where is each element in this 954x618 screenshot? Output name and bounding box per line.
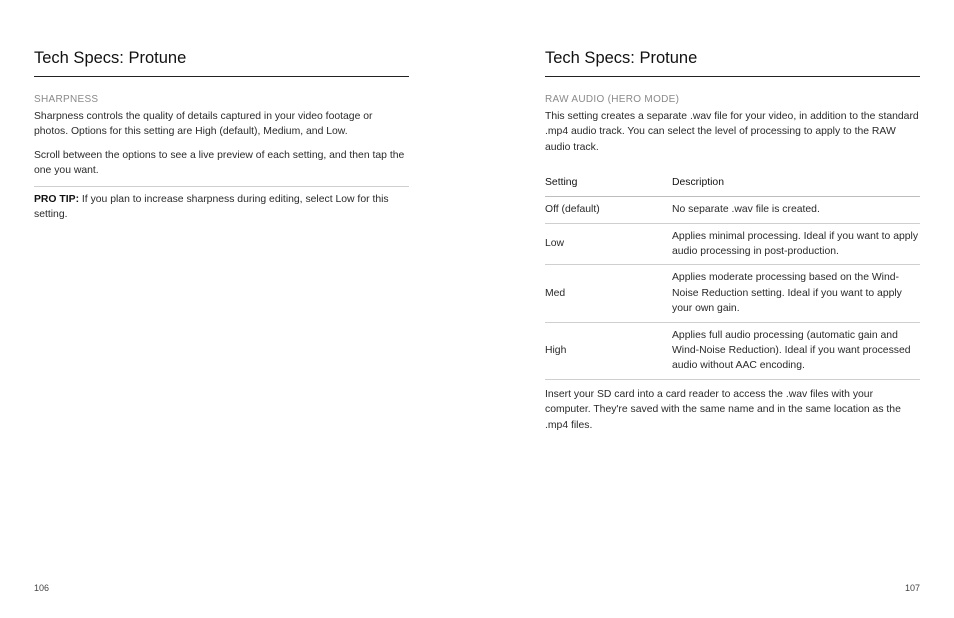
setting-cell: Low — [545, 223, 672, 265]
right-page — [545, 0, 920, 618]
left-page-content — [34, 93, 409, 222]
sharpness-paragraph-2: Scroll between the options to see a live preview of each setting, and then tap the one you want. — [34, 149, 405, 177]
pro-tip-text: If you plan to increase sharpness during editing, select Low for this setting. — [34, 193, 389, 221]
raw-audio-settings-table — [545, 172, 920, 380]
pro-tip-label: PRO TIP: — [34, 193, 80, 205]
description-cell: Applies moderate processing based on the Wind-Noise Reduction setting. Ideal if you want to apply your own gain. — [672, 265, 920, 322]
table-row — [545, 265, 920, 322]
raw-audio-outro: Insert your SD card into a card reader to access the .wav files with your computer. They're saved with the same name and in the same location as the .mp4 files. — [545, 388, 901, 431]
description-cell: Applies minimal processing. Ideal if you want to apply audio processing in post-production. — [672, 223, 920, 265]
table-row — [545, 197, 920, 223]
column-header-setting: Setting — [545, 172, 672, 197]
section-label-raw-audio: RAW AUDIO (HERO MODE) — [545, 94, 680, 105]
pro-tip-divider — [34, 186, 409, 187]
setting-cell: High — [545, 322, 672, 379]
raw-audio-intro: This setting creates a separate .wav file for your video, in addition to the standard .mp4 audio track. You can select the level of processing to apply to the RAW audio track. — [545, 111, 919, 153]
sharpness-paragraph-1: Sharpness controls the quality of details captured in your video footage or photos. Options for this setting are High (default), Medium, and Low. — [34, 111, 373, 138]
setting-cell: Off (default) — [545, 197, 672, 223]
section-label-sharpness: SHARPNESS — [34, 94, 99, 105]
description-cell: No separate .wav file is created. — [672, 197, 920, 223]
title-divider — [545, 76, 920, 77]
table-row — [545, 322, 920, 379]
page-number: 106 — [34, 583, 50, 593]
table-row — [545, 223, 920, 265]
page-title: Tech Specs: Protune — [34, 49, 187, 67]
left-page — [34, 0, 409, 618]
right-page-content — [545, 93, 920, 433]
pro-tip — [34, 192, 409, 223]
page-title: Tech Specs: Protune — [545, 49, 698, 67]
table-header-row — [545, 172, 920, 197]
column-header-description: Description — [672, 172, 920, 197]
setting-cell: Med — [545, 265, 672, 322]
title-divider — [34, 76, 409, 77]
description-cell: Applies full audio processing (automatic gain and Wind-Noise Reduction). Ideal if you want processed audio without AAC encoding. — [672, 322, 920, 379]
page-number: 107 — [904, 583, 920, 593]
